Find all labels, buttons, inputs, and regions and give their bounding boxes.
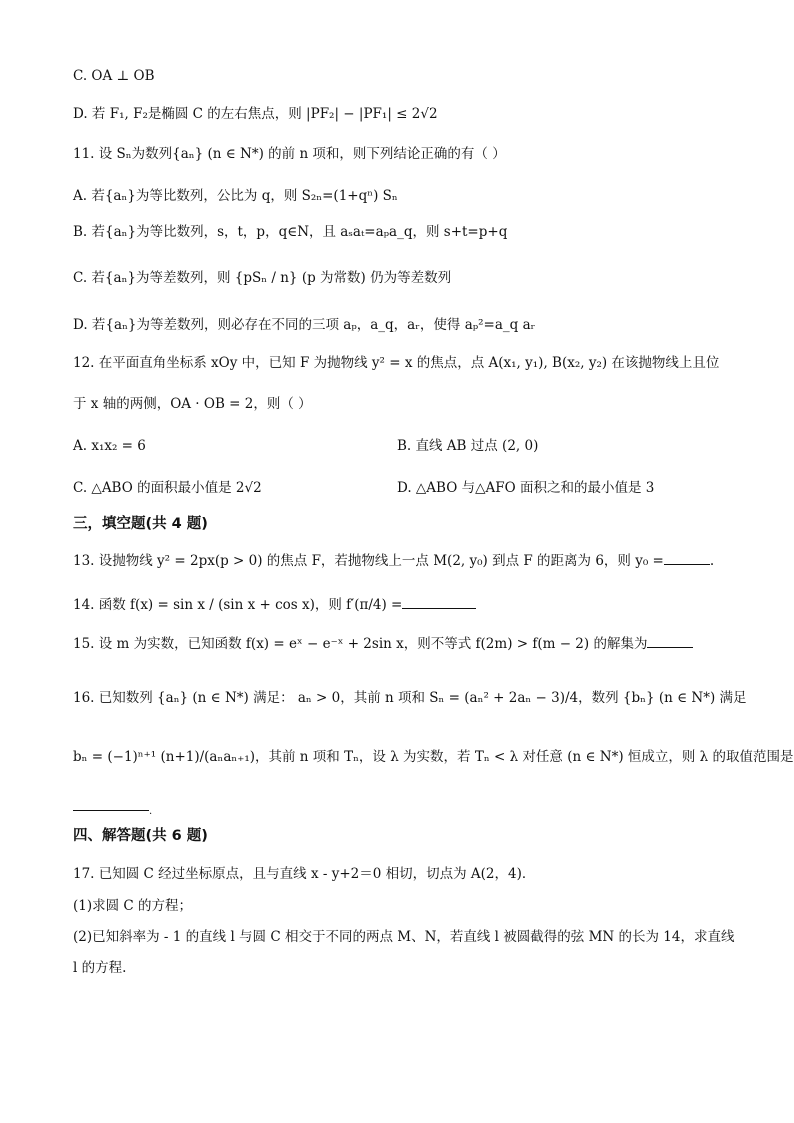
option-a-q11: A. 若{aₙ}为等比数列，公比为 q，则 S₂ₙ=(1+qⁿ) Sₙ [73,188,398,204]
option-a-q12: A. x₁x₂ = 6 [73,438,146,454]
answer-blank-14 [402,594,476,609]
question-12-line1: 12. 在平面直角坐标系 xOy 中，已知 F 为抛物线 y² = x 的焦点，点 A(x₁, y₁), B(x₂, y₂) 在该抛物线上且位 [73,355,720,371]
option-d-q11: D. 若{aₙ}为等差数列，则必存在不同的三项 aₚ，a_q，aᵣ，使得 aₚ²=a_q aᵣ [73,317,536,333]
question-14 [73,594,744,615]
option-b-q12: B. 直线 AB 过点 (2, 0) [397,438,539,454]
section-3-heading: 三，填空题(共 4 题) [73,516,208,532]
option-c-q11: C. 若{aₙ}为等差数列，则 {pSₙ / n} (p 为常数) 仍为等差数列 [73,270,452,286]
question-12-line2: 于 x 轴的两侧，OA · OB = 2，则（ ） [73,396,312,412]
question-13: 13. 设抛物线 y² = 2px(p > 0) 的焦点 F，若抛物线上一点 M(2, y₀) 到点 F 的距离为 6，则 y₀ = . [73,550,744,571]
question-13-text: 13. 设抛物线 y² = 2px(p > 0) 的焦点 F，若抛物线上一点 M(2, y₀) 到点 F 的距离为 6，则 y₀ = [73,553,664,569]
question-16-line1: 16. 已知数列 {aₙ} (n ∈ N*) 满足： aₙ > 0，其前 n 项和 Sₙ = (aₙ² + 2aₙ − 3)/4，数列 {bₙ} (n ∈ N*) 满足 [73,690,747,706]
option-c-q10: C. OA ⊥ OB [73,68,155,84]
question-11: 11. 设 Sₙ为数列{aₙ} (n ∈ N*) 的前 n 项和，则下列结论正确的有（ ） [73,146,506,162]
answer-blank-13 [664,550,710,565]
question-14-text: 14. 函数 f(x) = sin x / (sin x + cos x)，则 f′(π/4) = [73,597,403,613]
option-d-q10: D. 若 F₁, F₂是椭圆 C 的左右焦点，则 |PF₂| − |PF₁| ≤ 2√2 [73,106,438,122]
question-17-part2-line2: l 的方程. [73,960,127,976]
question-17-part2-line1: (2)已知斜率为 - 1 的直线 l 与圆 C 相交于不同的两点 M、N，若直线 l 被圆截得的弦 MN 的长为 14，求直线 [73,929,735,945]
option-c-q12: C. △ABO 的面积最小值是 2√2 [73,480,262,496]
answer-blank-15 [647,633,693,648]
answer-blank-16 [73,810,149,811]
question-17: 17. 已知圆 C 经过坐标原点，且与直线 x - y+2＝0 相切，切点为 A(2，4)． [73,866,536,882]
question-17-part1: (1)求圆 C 的方程； [73,898,193,914]
question-16-line2: bₙ = (−1)ⁿ⁺¹ (n+1)/(aₙaₙ₊₁)，其前 n 项和 Tₙ，设 λ 为实数，若 Tₙ < λ 对任意 (n ∈ N*) 恒成立，则 λ 的取值范围是 [73,749,794,765]
option-b-q11: B. 若{aₙ}为等比数列，s，t，p，q∈N，且 aₛaₜ=aₚa_q，则 s+t=p+q [73,224,508,240]
period-mark: . [149,806,153,817]
option-d-q12: D. △ABO 与△AFO 面积之和的最小值是 3 [397,480,655,496]
question-15-text: 15. 设 m 为实数，已知函数 f(x) = eˣ − e⁻ˣ + 2sin x，则不等式 f(2m) > f(m − 2) 的解集为 [73,636,648,652]
section-4-heading: 四、解答题(共 6 题) [73,828,208,844]
question-15 [73,633,744,654]
